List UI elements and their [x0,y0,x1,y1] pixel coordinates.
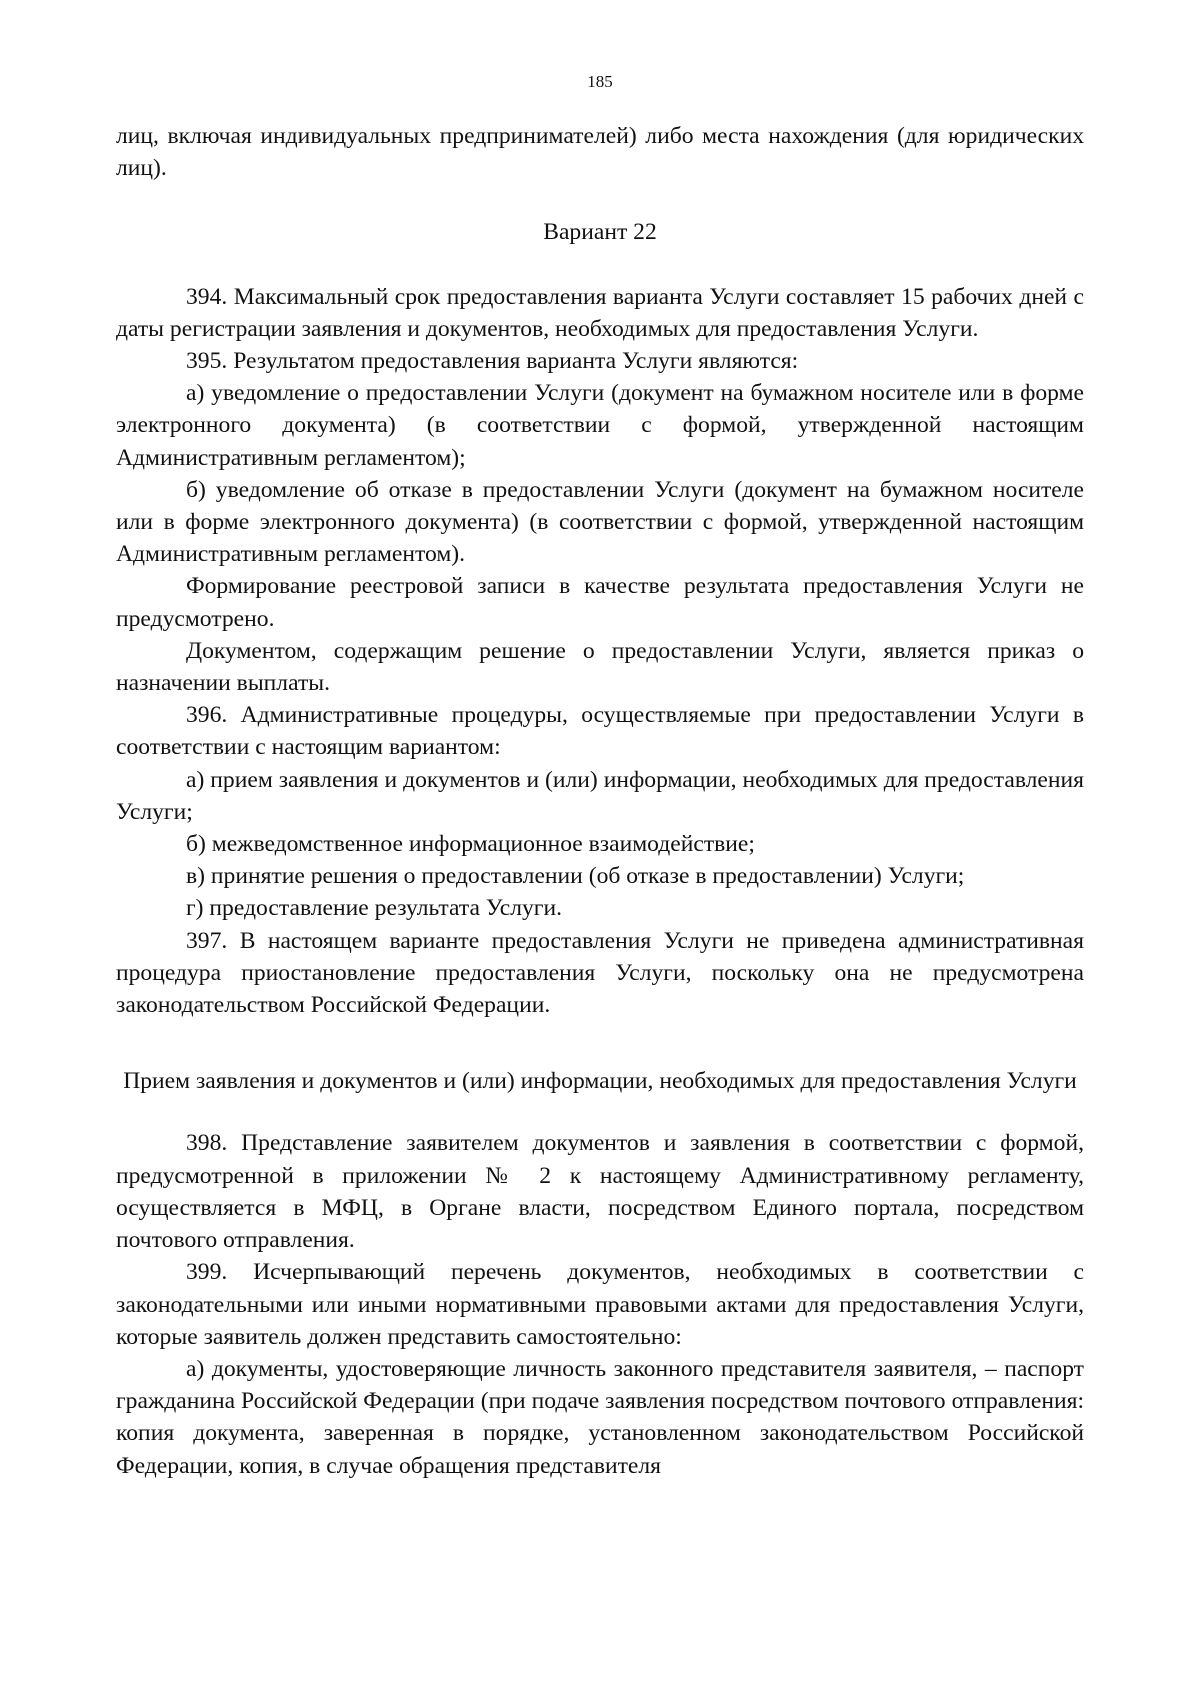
paragraph: а) прием заявления и документов и (или) информации, необходимых для предоставления Услуги; [116,766,1084,825]
paragraph: б) межведомственное информационное взаимодействие; [186,831,755,858]
paragraph: г) предоставление результата Услуги. [186,895,562,922]
paragraph: 399. Исчерпывающий перечень документов, необходимых в соответствии с законодательными или иными нормативными правовыми актами для предоставления Услуги, которые заявитель должен представить самостоятельно: [116,1259,1084,1350]
paragraph: лиц, включая индивидуальных предпринимателей) либо места нахождения (для юридических лиц). [116,123,1084,182]
document-body [116,120,1084,1482]
paragraph: 394. Максимальный срок предоставления варианта Услуги составляет 15 рабочих дней с даты регистрации заявления и документов, необходимых для предоставления Услуги. [116,283,1084,342]
paragraph: 396. Административные процедуры, осуществляемые при предоставлении Услуги в соответствии с настоящим вариантом: [116,702,1084,761]
paragraph: в) принятие решения о предоставлении (об отказе в предоставлении) Услуги; [186,863,965,890]
paragraph: Формирование реестровой записи в качестве результата предоставления Услуги не предусмотрено. [116,573,1084,632]
section-heading: Прием заявления и документов и (или) информации, необходимых для предоставления Услуги [123,1068,1077,1095]
paragraph: Документом, содержащим решение о предоставлении Услуги, является приказ о назначении выплаты. [116,637,1084,697]
paragraph: 397. В настоящем варианте предоставления Услуги не приведена административная процедура приостановление предоставления Услуги, поскольку она не предусмотрена законодательством Российской Федерации. [116,927,1084,1019]
paragraph: а) уведомление о предоставлении Услуги (документ на бумажном носителе или в форме электронного документа) (в соответствии с формой, утвержденной настоящим Административным регламентом); [116,380,1084,471]
page-number: 185 [587,72,613,91]
paragraph: 398. Представление заявителем документов и заявления в соответствии с формой, предусмотренной в приложении № 2 к настоящему Административному регламенту, осуществляется в МФЦ, в Органе власти, посредством Единого портала, посредством почтового отправления. [116,1130,1084,1254]
variant-heading: Вариант 22 [543,219,657,246]
paragraph: б) уведомление об отказе в предоставлении Услуги (документ на бумажном носителе или в форме электронного документа) (в соответствии с формой, утвержденной настоящим Административным регламентом). [116,476,1084,568]
paragraph: 395. Результатом предоставления варианта Услуги являются: [186,348,799,375]
paragraph: а) документы, удостоверяющие личность законного представителя заявителя, – паспорт гражданина Российской Федерации (при подаче заявления посредством почтового отправления: копия документа, заверенная в порядке, установленном законодательством Российской Федерации, копия, в случае обращения представителя [116,1355,1084,1479]
